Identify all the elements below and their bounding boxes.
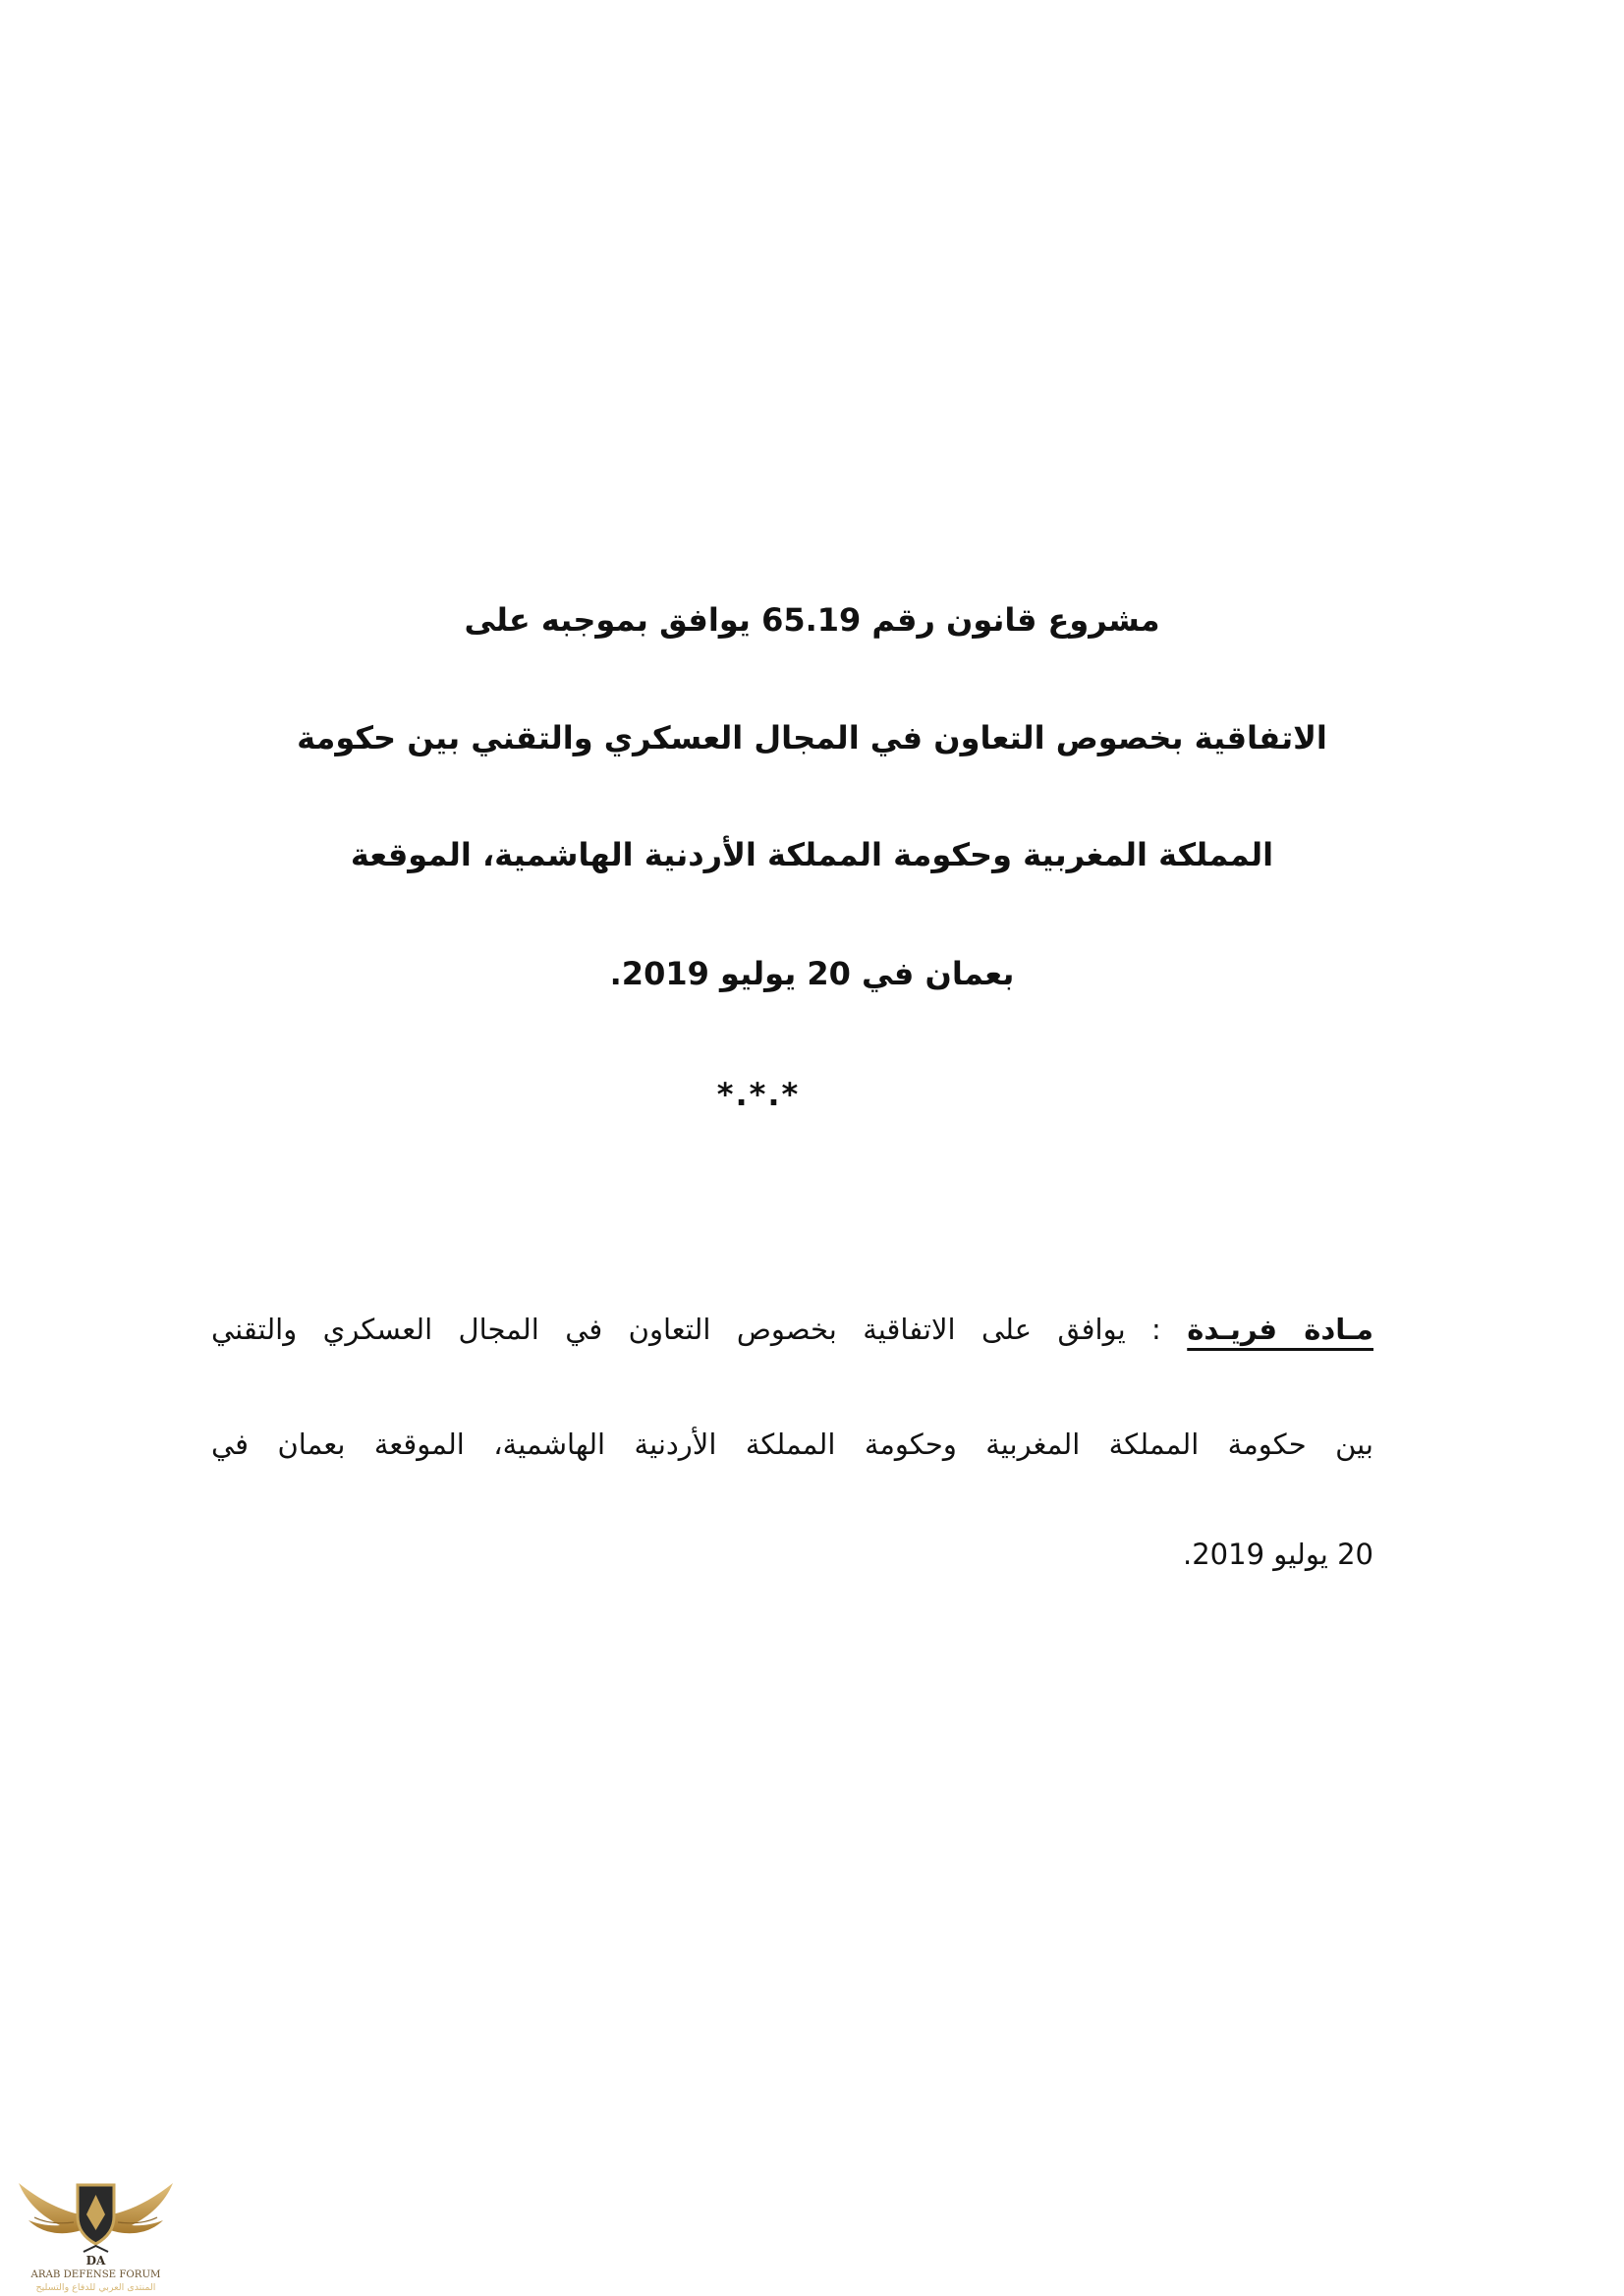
shield-wings-icon	[19, 2183, 173, 2252]
right-wing-icon	[110, 2183, 173, 2233]
logo-name-english: ARAB DEFENSE FORUM	[29, 2269, 161, 2280]
bill-title-line-1: مشروع قانون رقم 65.19 يوافق بموجبه على	[464, 601, 1160, 639]
article-line-3: 20 يوليو 2019.	[1183, 1538, 1373, 1571]
article-line-2: بين حكومة المملكة المغربية وحكومة المملكة الأردنية الهاشمية، الموقعة بعمان في	[211, 1428, 1373, 1461]
logo-name-arabic: المنتدى العربي للدفاع والتسليح	[35, 2282, 156, 2293]
article-line-1-text: : يوافق على الاتفاقية بخصوص التعاون في المجال العسكري والتقني	[211, 1313, 1161, 1346]
article-label: مـادة فريـدة	[1187, 1313, 1373, 1346]
bill-title-line-2: الاتفاقية بخصوص التعاون في المجال العسكري والتقني بين حكومة	[297, 719, 1327, 756]
bill-title-line-3: المملكة المغربية وحكومة المملكة الأردنية الهاشمية، الموقعة	[350, 836, 1274, 873]
bill-title-line-4: بعمان في 20 يوليو 2019.	[609, 955, 1015, 992]
forum-watermark-logo	[15, 2171, 177, 2294]
section-separator: *.*.*	[716, 1076, 801, 1113]
shield-arrow-icon	[84, 2246, 108, 2252]
article-line-1	[211, 1300, 1373, 1359]
left-wing-icon	[19, 2183, 82, 2233]
logo-monogram: DA	[85, 2254, 106, 2268]
